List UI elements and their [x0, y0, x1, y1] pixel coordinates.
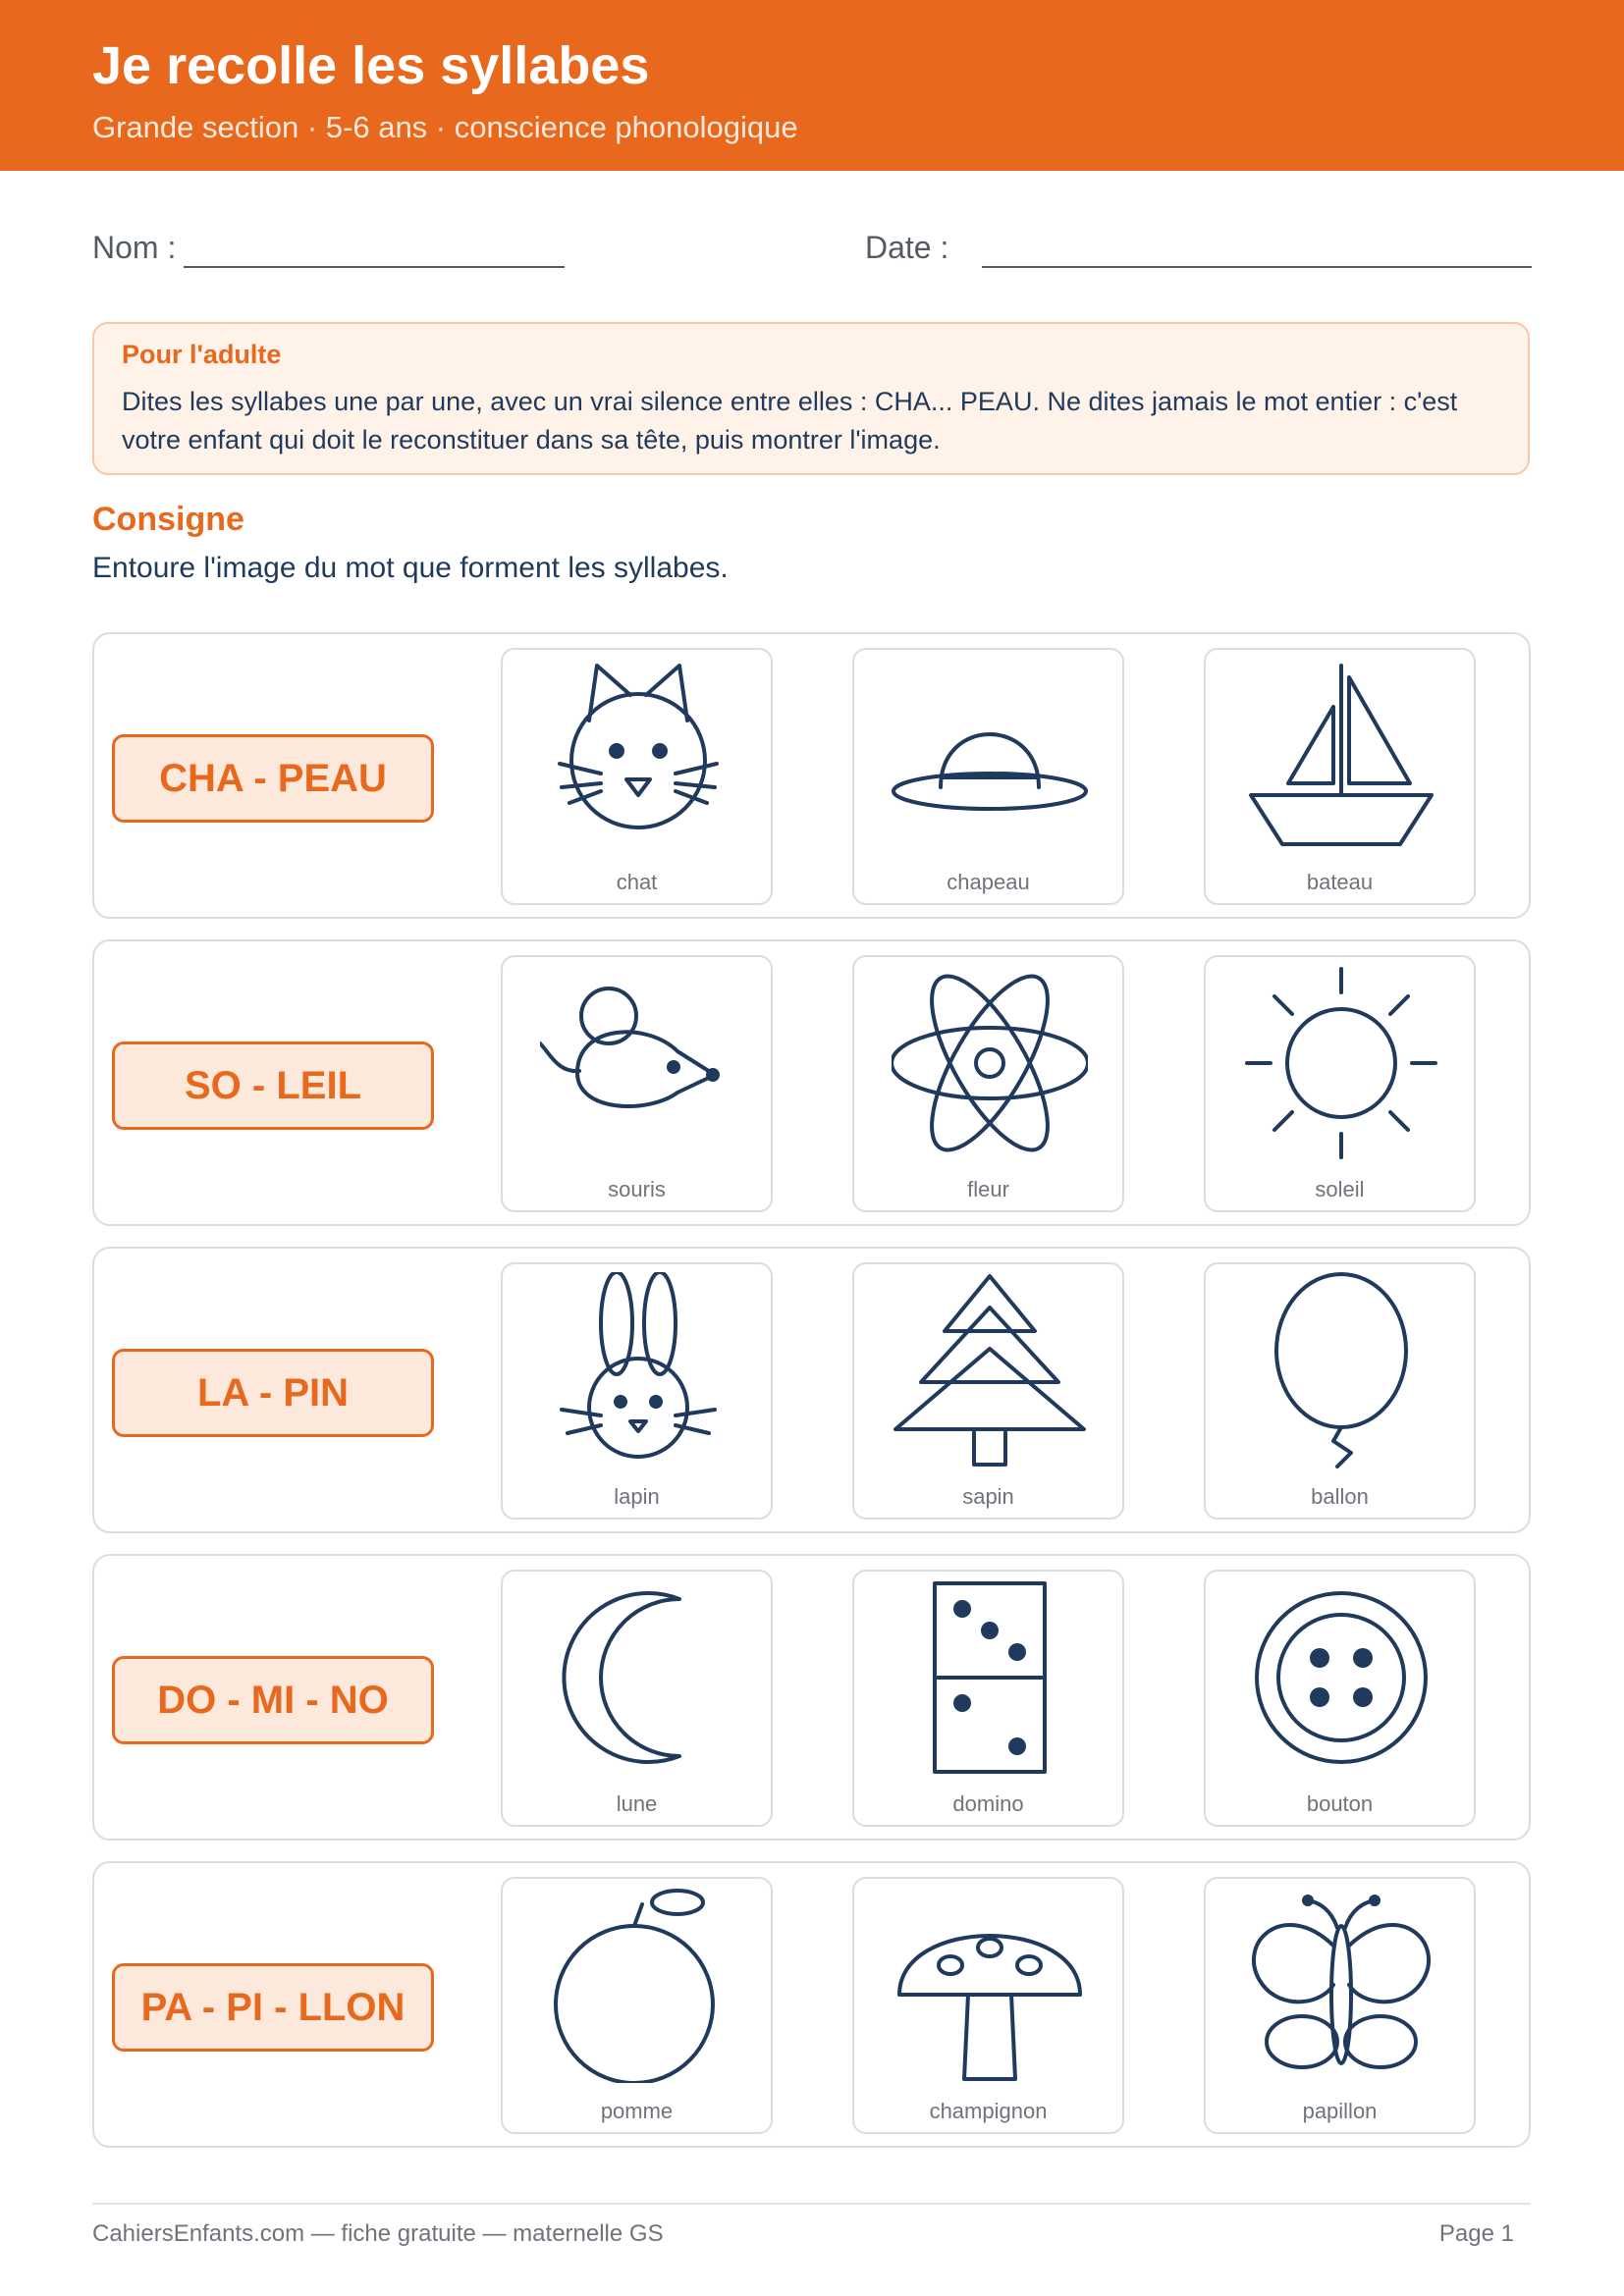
option-card-bateau[interactable]: [1204, 648, 1476, 905]
option-label: chat: [616, 870, 658, 894]
mushroom-icon: [892, 1887, 1088, 2083]
page-number: Page 1: [1438, 2220, 1514, 2247]
syllables-badge: CHA - PEAU: [112, 734, 434, 823]
header-banner: [0, 0, 1624, 171]
footer-divider: [92, 2203, 1531, 2205]
exercise-row: [92, 1247, 1531, 1533]
exercise-row: [92, 632, 1531, 919]
exercise-row: [92, 1554, 1531, 1841]
button-icon: [1243, 1579, 1439, 1776]
hat-icon: [892, 658, 1088, 854]
option-card-chapeau[interactable]: [852, 648, 1124, 905]
flower-icon: [892, 965, 1088, 1161]
mouse-icon: [540, 965, 736, 1161]
fir-tree-icon: [892, 1272, 1088, 1468]
date-label: Date :: [865, 230, 949, 265]
date-field-line[interactable]: [982, 266, 1532, 268]
option-label: champignon: [929, 2099, 1048, 2123]
cat-icon: [540, 658, 736, 854]
option-label: bateau: [1306, 870, 1374, 894]
name-field-line[interactable]: [184, 266, 565, 268]
option-card-souris[interactable]: [501, 955, 773, 1212]
exercise-row: [92, 1861, 1531, 2148]
exercise-row: [92, 939, 1531, 1226]
syllables-badge: LA - PIN: [112, 1349, 434, 1437]
option-card-ballon[interactable]: [1204, 1262, 1476, 1520]
option-card-lapin[interactable]: [501, 1262, 773, 1520]
option-label: papillon: [1302, 2099, 1378, 2123]
domino-icon: [892, 1579, 1088, 1776]
option-card-soleil[interactable]: [1204, 955, 1476, 1212]
sailboat-icon: [1243, 658, 1439, 854]
butterfly-icon: [1243, 1887, 1439, 2083]
option-card-domino[interactable]: [852, 1570, 1124, 1827]
footer-credit: CahiersEnfants.com — fiche gratuite — maternelle GS: [92, 2220, 664, 2247]
rabbit-icon: [540, 1272, 736, 1468]
option-card-lune[interactable]: [501, 1570, 773, 1827]
option-label: soleil: [1315, 1177, 1365, 1201]
option-label: bouton: [1306, 1791, 1374, 1816]
option-label: lapin: [614, 1484, 660, 1509]
option-card-pomme[interactable]: [501, 1877, 773, 2134]
page-subtitle: Grande section · 5-6 ans · conscience phonologique: [92, 110, 798, 144]
option-card-fleur[interactable]: [852, 955, 1124, 1212]
option-card-papillon[interactable]: [1204, 1877, 1476, 2134]
sun-icon: [1243, 965, 1439, 1161]
option-label: pomme: [600, 2099, 674, 2123]
option-label: chapeau: [947, 870, 1030, 894]
option-card-champignon[interactable]: [852, 1877, 1124, 2134]
adult-note-title: Pour l'adulte: [122, 340, 282, 369]
apple-icon: [540, 1887, 736, 2083]
consigne-text: Entoure l'image du mot que forment les syllabes.: [92, 552, 729, 584]
option-label: sapin: [962, 1484, 1014, 1509]
option-label: ballon: [1311, 1484, 1369, 1509]
option-label: lune: [616, 1791, 658, 1816]
adult-note-box: [92, 322, 1530, 475]
option-card-sapin[interactable]: [852, 1262, 1124, 1520]
page-title: Je recolle les syllabes: [92, 36, 650, 95]
option-label: domino: [952, 1791, 1024, 1816]
consigne-title: Consigne: [92, 501, 244, 538]
option-label: souris: [608, 1177, 666, 1201]
option-card-bouton[interactable]: [1204, 1570, 1476, 1827]
adult-note-text: Dites les syllabes une par une, avec un vrai silence entre elles : CHA... PEAU. Ne dites jamais le mot entier : c'est votre enfant qui doit le reconstituer dans sa tête, puis montrer l'image.: [122, 387, 1458, 454]
moon-icon: [540, 1579, 736, 1776]
balloon-icon: [1243, 1272, 1439, 1468]
option-label: fleur: [967, 1177, 1009, 1201]
syllables-badge: DO - MI - NO: [112, 1656, 434, 1744]
option-card-chat[interactable]: [501, 648, 773, 905]
name-label: Nom :: [92, 230, 177, 265]
syllables-badge: SO - LEIL: [112, 1041, 434, 1130]
syllables-badge: PA - PI - LLON: [112, 1963, 434, 2052]
